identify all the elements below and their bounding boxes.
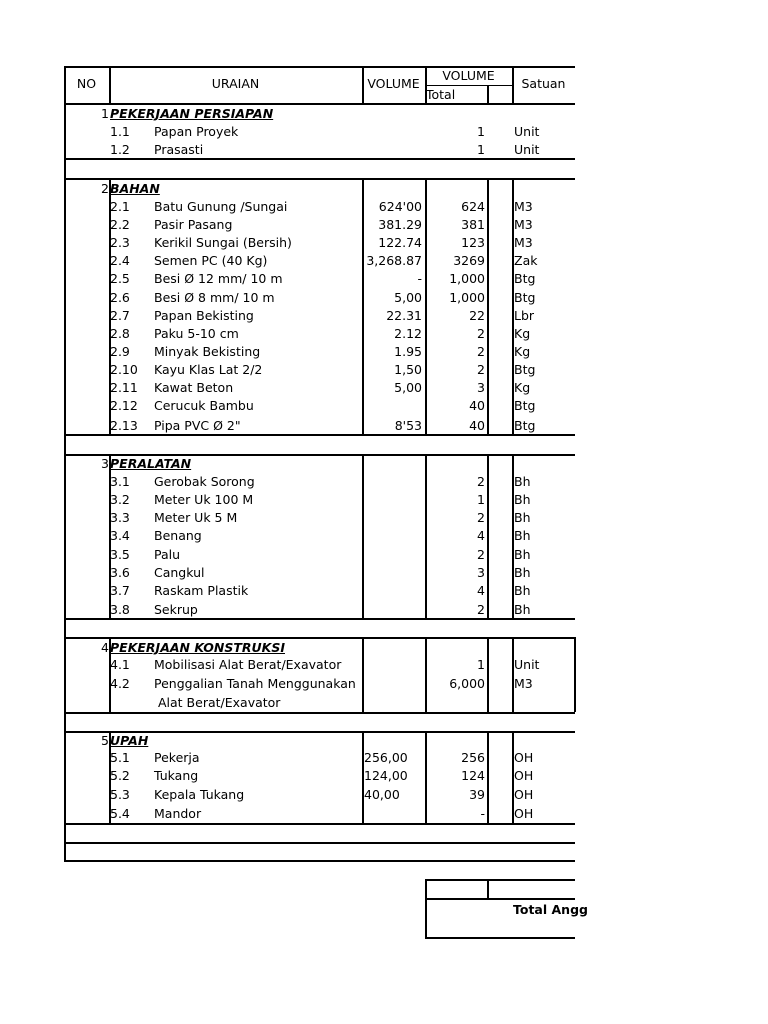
item-no: 2.1: [110, 199, 130, 214]
item-total: 2: [477, 510, 485, 525]
total-box-mid: [425, 898, 575, 900]
item-uraian: Meter Uk 100 M: [154, 492, 254, 507]
item-total: 4: [477, 528, 485, 543]
item-total: 40: [469, 398, 485, 413]
item-uraian-continuation: Alat Berat/Exavator: [158, 695, 281, 710]
item-total: 624: [461, 199, 485, 214]
section-divider: [64, 158, 575, 160]
total-box-bottom: [425, 937, 575, 939]
item-satuan: M3: [514, 199, 533, 214]
item-no: 3.3: [110, 510, 130, 525]
item-satuan: OH: [514, 768, 534, 783]
item-satuan: OH: [514, 787, 534, 802]
item-satuan: Kg: [514, 326, 531, 341]
header-volume: VOLUME: [367, 76, 420, 91]
item-uraian: Penggalian Tanah Menggunakan: [154, 676, 356, 691]
item-total: 2: [477, 362, 485, 377]
item-total: 3269: [453, 253, 485, 268]
item-total: 40: [469, 418, 485, 433]
section-title: PEKERJAAN KONSTRUKSI: [110, 640, 285, 655]
item-satuan: Bh: [514, 492, 531, 507]
item-no: 2.12: [110, 398, 138, 413]
right-border: [574, 637, 576, 712]
item-no: 2.10: [110, 362, 138, 377]
item-satuan: OH: [514, 806, 534, 821]
item-satuan: Bh: [514, 547, 531, 562]
item-no: 3.1: [110, 474, 130, 489]
item-total: 1: [477, 492, 485, 507]
item-no: 4.2: [110, 676, 130, 691]
item-total: -: [480, 806, 485, 821]
total-box-left: [425, 879, 427, 938]
item-volume: 122.74: [378, 235, 422, 250]
column-border: [512, 637, 514, 712]
column-border: [425, 637, 427, 712]
item-volume: 40,00: [364, 787, 400, 802]
section-title: PEKERJAAN PERSIAPAN: [110, 106, 274, 121]
item-uraian: Palu: [154, 547, 181, 562]
item-uraian: Sekrup: [154, 602, 198, 617]
table-bottom-border: [64, 860, 575, 862]
item-satuan: Unit: [514, 124, 540, 139]
section-divider: [64, 823, 575, 825]
item-total: 1: [477, 657, 485, 672]
column-border: [487, 178, 489, 434]
item-total: 39: [469, 787, 485, 802]
item-satuan: Bh: [514, 510, 531, 525]
item-total: 2: [477, 326, 485, 341]
section-number: 2: [101, 181, 109, 196]
item-uraian: Meter Uk 5 M: [154, 510, 238, 525]
column-border: [362, 637, 364, 712]
item-no: 3.6: [110, 565, 130, 580]
item-no: 5.3: [110, 787, 130, 802]
item-satuan: Btg: [514, 418, 536, 433]
header-bottom-border: [64, 103, 575, 105]
item-uraian: Mobilisasi Alat Berat/Exavator: [154, 657, 342, 672]
item-satuan: OH: [514, 750, 534, 765]
item-uraian: Pasir Pasang: [154, 217, 233, 232]
item-uraian: Mandor: [154, 806, 202, 821]
section-title: BAHAN: [110, 181, 160, 196]
item-satuan: Btg: [514, 362, 536, 377]
item-uraian: Minyak Bekisting: [154, 344, 261, 359]
item-uraian: Pekerja: [154, 750, 200, 765]
item-volume: 2.12: [394, 326, 422, 341]
item-uraian: Pipa PVC Ø 2": [154, 418, 241, 433]
item-satuan: M3: [514, 676, 533, 691]
item-volume: 256,00: [364, 750, 408, 765]
item-satuan: M3: [514, 217, 533, 232]
item-total: 3: [477, 380, 485, 395]
item-total: 1: [477, 142, 485, 157]
section-title: PERALATAN: [110, 456, 192, 471]
item-uraian: Papan Proyek: [154, 124, 239, 139]
item-satuan: Bh: [514, 602, 531, 617]
section-number: 1: [101, 106, 109, 121]
item-uraian: Batu Gunung /Sungai: [154, 199, 288, 214]
item-total: 2: [477, 547, 485, 562]
item-satuan: Bh: [514, 583, 531, 598]
item-no: 3.4: [110, 528, 130, 543]
item-uraian: Paku 5-10 cm: [154, 326, 239, 341]
item-uraian: Kepala Tukang: [154, 787, 245, 802]
item-uraian: Benang: [154, 528, 202, 543]
header-no: NO: [76, 76, 97, 91]
item-satuan: Kg: [514, 344, 531, 359]
column-border: [362, 454, 364, 618]
item-satuan: Bh: [514, 565, 531, 580]
header-col-total-sub: [487, 85, 489, 104]
item-uraian: Besi Ø 12 mm/ 10 m: [154, 271, 283, 286]
item-total: 1: [477, 124, 485, 139]
item-volume: 5,00: [394, 380, 422, 395]
item-uraian: Cangkul: [154, 565, 205, 580]
item-volume: 22.31: [386, 308, 422, 323]
item-uraian: Raskam Plastik: [154, 583, 249, 598]
item-no: 2.9: [110, 344, 130, 359]
item-volume: 124,00: [364, 768, 408, 783]
total-anggaran-label: Total Angg: [513, 902, 588, 917]
item-no: 2.7: [110, 308, 130, 323]
item-total: 124: [461, 768, 485, 783]
item-total: 4: [477, 583, 485, 598]
item-no: 5.2: [110, 768, 130, 783]
item-total: 123: [461, 235, 485, 250]
column-border: [487, 731, 489, 823]
item-volume: -: [417, 271, 422, 286]
column-border: [487, 454, 489, 618]
item-volume: 381.29: [378, 217, 422, 232]
item-satuan: Unit: [514, 657, 540, 672]
item-uraian: Gerobak Sorong: [154, 474, 255, 489]
item-no: 2.11: [110, 380, 138, 395]
item-no: 2.6: [110, 290, 130, 305]
header-uraian: URAIAN: [211, 76, 260, 91]
header-volume-group: VOLUME: [442, 68, 495, 83]
item-no: 1.1: [110, 124, 130, 139]
item-no: 3.5: [110, 547, 130, 562]
item-satuan: Bh: [514, 474, 531, 489]
item-no: 2.13: [110, 418, 138, 433]
item-total: 3: [477, 565, 485, 580]
item-uraian: Prasasti: [154, 142, 204, 157]
item-no: 2.5: [110, 271, 130, 286]
item-uraian: Papan Bekisting: [154, 308, 254, 323]
item-volume: 8'53: [394, 418, 422, 433]
item-no: 1.2: [110, 142, 130, 157]
item-no: 5.1: [110, 750, 130, 765]
item-no: 2.2: [110, 217, 130, 232]
item-no: 2.3: [110, 235, 130, 250]
item-satuan: Btg: [514, 271, 536, 286]
item-no: 3.7: [110, 583, 130, 598]
section-divider: [64, 712, 575, 714]
item-total: 2: [477, 474, 485, 489]
section-divider: [64, 637, 575, 639]
item-satuan: Lbr: [514, 308, 535, 323]
item-satuan: Btg: [514, 398, 536, 413]
header-satuan: Satuan: [521, 76, 566, 91]
header-total: Total: [426, 87, 456, 102]
column-border: [487, 637, 489, 712]
item-total: 22: [469, 308, 485, 323]
item-total: 2: [477, 602, 485, 617]
section-divider: [64, 178, 575, 180]
total-box-split: [487, 879, 489, 898]
section-number: 4: [101, 640, 109, 655]
item-volume: 5,00: [394, 290, 422, 305]
section-number: 5: [101, 733, 109, 748]
item-satuan: Btg: [514, 290, 536, 305]
section-divider: [64, 842, 575, 844]
section-number: 3: [101, 456, 109, 471]
item-volume: 3,268.87: [366, 253, 422, 268]
item-uraian: Besi Ø 8 mm/ 10 m: [154, 290, 275, 305]
item-satuan: Zak: [514, 253, 538, 268]
item-uraian: Tukang: [154, 768, 199, 783]
section-divider: [64, 434, 575, 436]
item-uraian: Cerucuk Bambu: [154, 398, 254, 413]
item-uraian: Semen PC (40 Kg): [154, 253, 268, 268]
item-no: 5.4: [110, 806, 130, 821]
item-no: 2.4: [110, 253, 130, 268]
section-divider: [64, 618, 575, 620]
item-total: 256: [461, 750, 485, 765]
item-uraian: Kawat Beton: [154, 380, 234, 395]
item-volume: 1,50: [394, 362, 422, 377]
item-satuan: Bh: [514, 528, 531, 543]
item-total: 2: [477, 344, 485, 359]
section-title: UPAH: [110, 733, 149, 748]
item-satuan: M3: [514, 235, 533, 250]
item-no: 2.8: [110, 326, 130, 341]
item-total: 1,000: [449, 271, 485, 286]
item-total: 381: [461, 217, 485, 232]
item-no: 3.8: [110, 602, 130, 617]
header-volume-split: [425, 85, 512, 86]
item-no: 4.1: [110, 657, 130, 672]
item-total: 6,000: [449, 676, 485, 691]
item-total: 1,000: [449, 290, 485, 305]
item-uraian: Kerikil Sungai (Bersih): [154, 235, 292, 250]
item-volume: 1.95: [394, 344, 422, 359]
total-box-top: [425, 879, 575, 881]
item-uraian: Kayu Klas Lat 2/2: [154, 362, 263, 377]
item-satuan: Unit: [514, 142, 540, 157]
item-satuan: Kg: [514, 380, 531, 395]
item-volume: 624'00: [378, 199, 422, 214]
item-no: 3.2: [110, 492, 130, 507]
